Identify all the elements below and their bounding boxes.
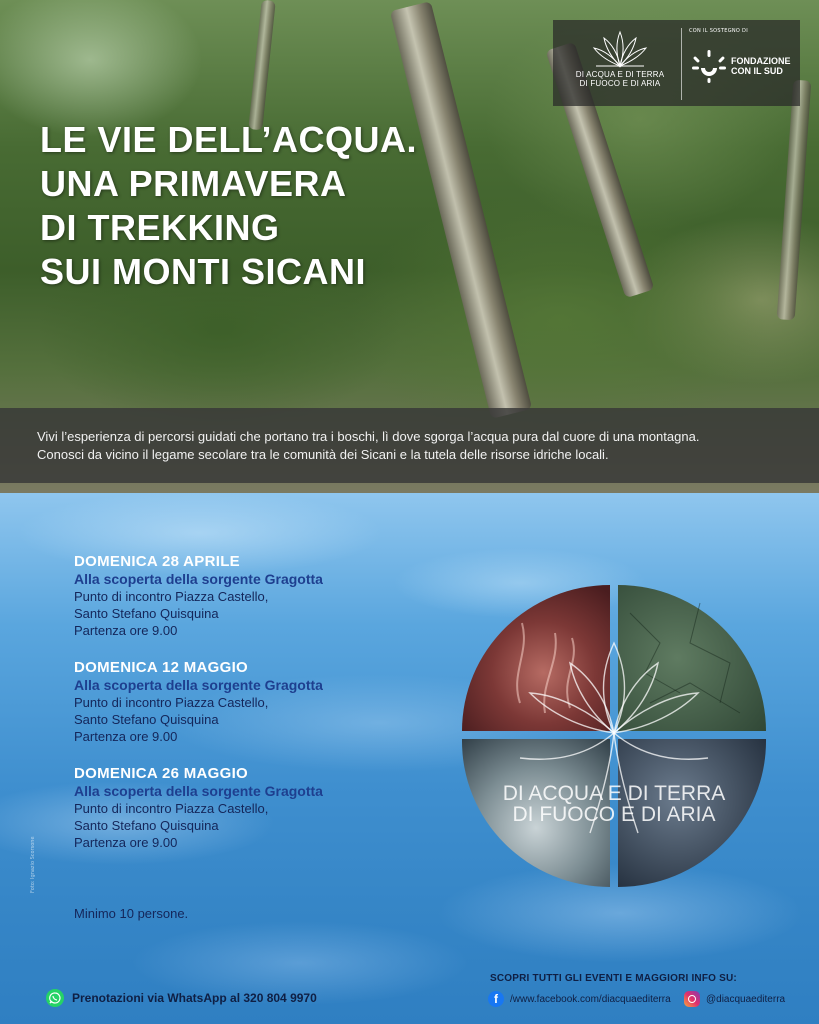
instagram-link[interactable] [684, 991, 785, 1007]
facebook-link[interactable] [488, 991, 671, 1007]
more-info-label: SCOPRI TUTTI GLI EVENTI E MAGGIORI INFO SU: [490, 973, 737, 984]
tree-trunk [248, 0, 276, 130]
intro-line-1: Vivi l’esperienza di percorsi guidati che portano tra i boschi, lì dove sgorga l’acqua pura dal cuore di una montagna. [37, 429, 700, 444]
tree-trunk [777, 80, 812, 321]
support-label: CON IL SOSTEGNO DI [689, 28, 748, 34]
brand-divider [681, 28, 682, 100]
whatsapp-booking[interactable] [46, 989, 317, 1007]
event-place: Santo Stefano Quisquina [74, 712, 219, 727]
emblem-line-2: DI FUOCO E DI ARIA [512, 803, 716, 826]
title-line-3: DI TREKKING [40, 207, 280, 248]
emblem-line-1: DI ACQUA E DI TERRA [502, 782, 726, 805]
photo-credit: Foto: Ignazio Scorsone [30, 836, 36, 893]
event-list [74, 553, 404, 871]
project-logo [565, 30, 675, 102]
social-links [488, 991, 808, 1011]
logo-line-1: DI ACQUA E DI TERRA [575, 70, 665, 79]
earth-quadrant [618, 585, 766, 731]
foundation-logo [689, 48, 794, 88]
fire-quadrant [462, 585, 610, 731]
event-item [74, 765, 404, 851]
minimum-participants: Minimo 10 persone. [74, 906, 189, 921]
facebook-url: /www.facebook.com/diacquaediterra [510, 993, 671, 1005]
event-title: Alla scoperta della sorgente Gragotta [74, 677, 323, 693]
instagram-handle: @diacquaediterra [706, 993, 786, 1005]
whatsapp-icon [46, 989, 64, 1007]
event-date: DOMENICA 12 MAGGIO [74, 659, 249, 676]
foundation-line-1: FONDAZIONE [731, 56, 791, 66]
elements-emblem [460, 583, 768, 889]
intro-line-2: Conosci da vicino il legame secolare tra le comunità dei Sicani e la tutela delle risorse idriche locali. [37, 447, 609, 462]
water-section [0, 493, 819, 1024]
title-line-2: UNA PRIMAVERA [40, 163, 347, 204]
event-title: Alla scoperta della sorgente Gragotta [74, 783, 323, 799]
sun-icon [691, 48, 727, 84]
page-title [40, 118, 417, 294]
intro-band [0, 408, 819, 483]
booking-text: Prenotazioni via WhatsApp al 320 804 9970 [72, 991, 317, 1005]
event-place: Santo Stefano Quisquina [74, 606, 219, 621]
event-meeting: Punto di incontro Piazza Castello, [74, 695, 269, 710]
event-departure: Partenza ore 9.00 [74, 729, 178, 744]
event-title: Alla scoperta della sorgente Gragotta [74, 571, 323, 587]
title-line-4: SUI MONTI SICANI [40, 251, 367, 292]
event-departure: Partenza ore 9.00 [74, 835, 178, 850]
event-meeting: Punto di incontro Piazza Castello, [74, 801, 269, 816]
foundation-line-2: CON IL SUD [731, 66, 783, 76]
facebook-icon: f [488, 991, 504, 1007]
lotus-icon [590, 30, 650, 70]
title-line-1: LE VIE DELL’ACQUA. [40, 119, 418, 160]
foundation-name [731, 56, 791, 76]
forest-hero [0, 0, 819, 493]
event-date: DOMENICA 28 APRILE [74, 553, 240, 570]
event-meeting: Punto di incontro Piazza Castello, [74, 589, 269, 604]
brand-box [553, 20, 800, 106]
logo-line-2: DI FUOCO E DI ARIA [579, 79, 661, 88]
event-item [74, 553, 404, 639]
event-place: Santo Stefano Quisquina [74, 818, 219, 833]
event-departure: Partenza ore 9.00 [74, 623, 178, 638]
event-item [74, 659, 404, 745]
instagram-icon [684, 991, 700, 1007]
event-date: DOMENICA 26 MAGGIO [74, 765, 249, 782]
